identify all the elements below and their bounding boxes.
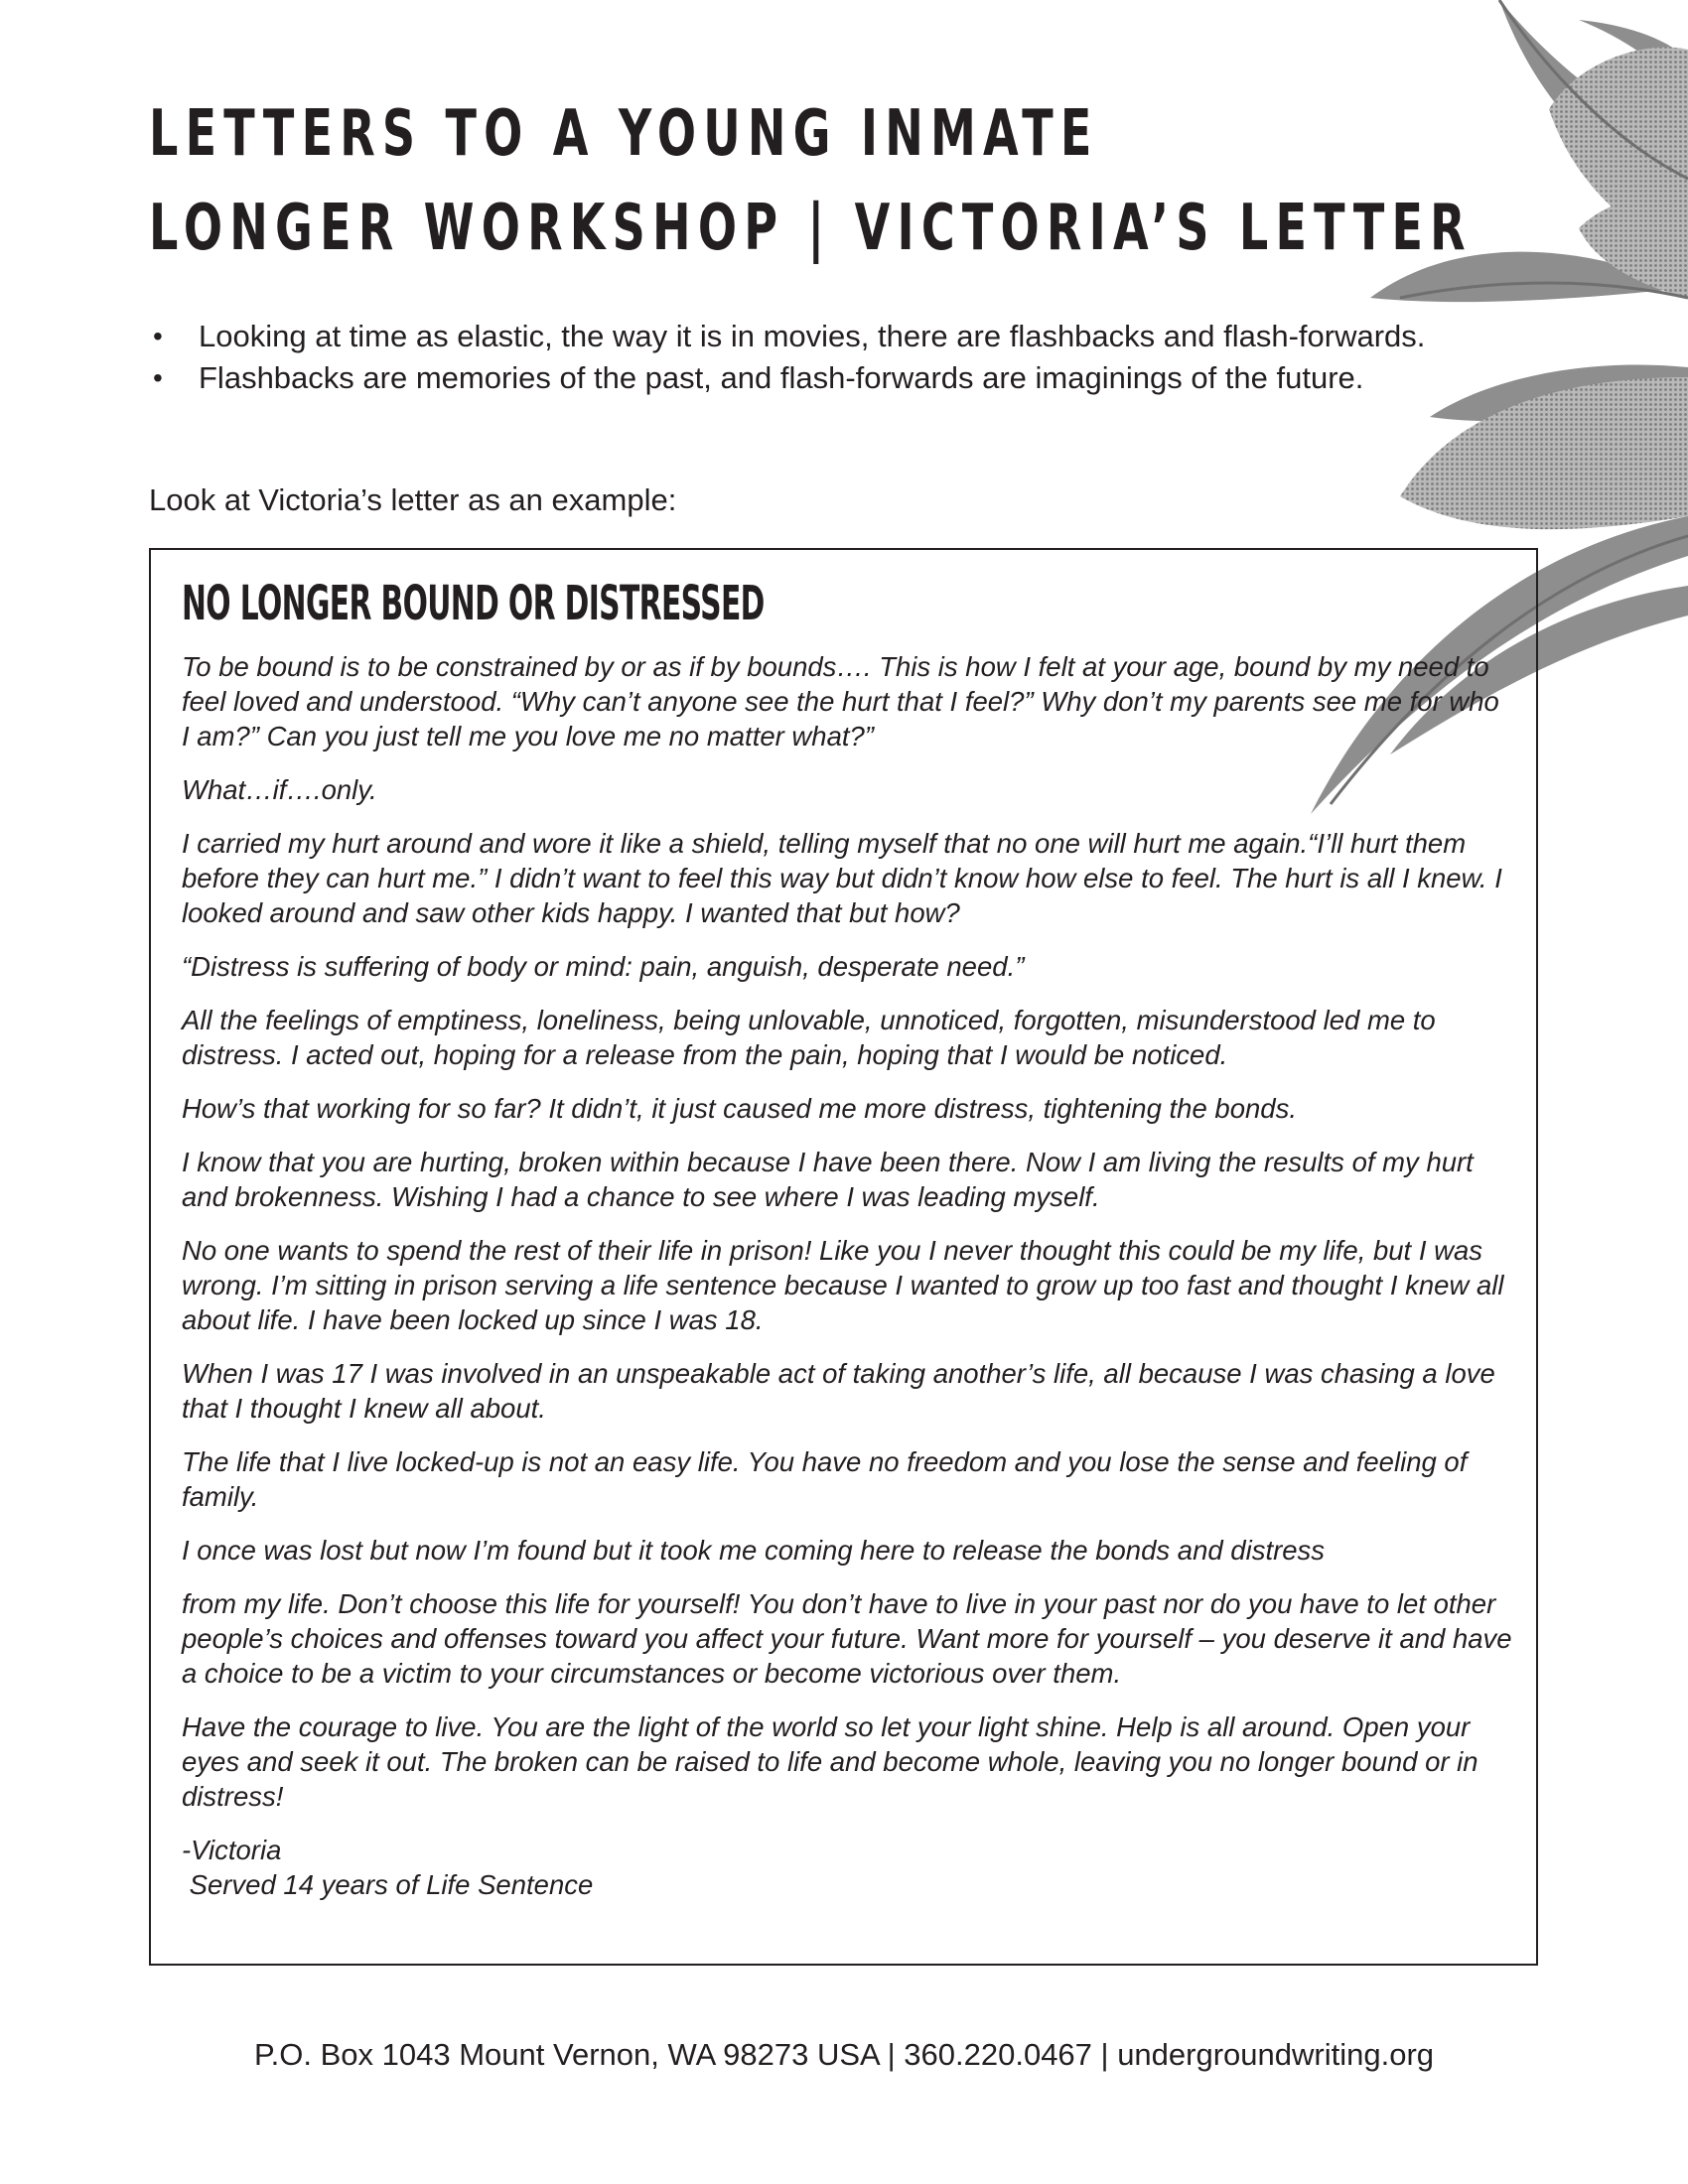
letter-paragraph: from my life. Don’t choose this life for yourself! You don’t have to live in your past nor do you have to let other people’s choices and offenses toward you affect your future. Want more for yourself – you deserve it and have a choice to be a victim to your circumstances or become victorious over them. — [182, 1588, 1512, 1689]
letter-paragraph: I know that you are hurting, broken within because I have been there. Now I am living the results of my hurt and brokenness. Wishing I had a chance to see where I was leading myself. — [182, 1147, 1474, 1212]
bullet-icon: • — [153, 321, 163, 351]
letter-paragraph: I carried my hurt around and wore it like a shield, telling myself that no one will hurt me again.“I’ll hurt them before they can hurt me.” I didn’t want to feel this way but didn’t know how else to feel. The hurt is all I knew. I looked around and saw other kids happy. I wanted that but how? — [182, 828, 1502, 928]
letter-paragraph: “Distress is suffering of body or mind: pain, anguish, desperate need.” — [182, 951, 1025, 982]
letter-paragraph: The life that I live locked-up is not an easy life. You have no freedom and you lose the sense and feeling of family. — [182, 1446, 1468, 1512]
signature-note: Served 14 years of Life Sentence — [182, 1869, 594, 1900]
intro-text: Look at Victoria’s letter as an example: — [149, 482, 677, 517]
list-item-text: Looking at time as elastic, the way it is in movies, there are flashbacks and flash-forwards. — [199, 319, 1426, 353]
letter-paragraph: What…if….only. — [182, 774, 377, 805]
page-title-line-2: LONGER WORKSHOP | VICTORIA’S LETTER — [149, 192, 1473, 265]
list-item-text: Flashbacks are memories of the past, and flash-forwards are imaginings of the future. — [199, 360, 1364, 395]
letter-paragraph: To be bound is to be constrained by or as if by bounds…. This is how I felt at your age, bound by my need to feel loved and understood. “Why can’t anyone see the hurt that I feel?” Why don’t my parents see me for who I am?” Can you just tell me you love me no matter what?” — [182, 651, 1499, 751]
list-item — [149, 316, 1559, 357]
list-item — [149, 357, 1559, 399]
signature-name: -Victoria — [182, 1835, 282, 1865]
letter-paragraph: When I was 17 I was involved in an unspeakable act of taking another’s life, all because I was chasing a love that I thought I knew all about. — [182, 1358, 1495, 1424]
bullet-list — [149, 316, 1559, 399]
footer-contact: P.O. Box 1043 Mount Vernon, WA 98273 USA | 360.220.0467 | undergroundwriting.org — [253, 2037, 1435, 2072]
letter-title: NO LONGER BOUND OR DISTRESSED — [182, 576, 765, 631]
letter-paragraph: I once was lost but now I’m found but it took me coming here to release the bonds and distress — [182, 1535, 1326, 1566]
page-title — [149, 87, 1473, 276]
letter-paragraph: How’s that working for so far? It didn’t, it just caused me more distress, tightening the bonds. — [182, 1093, 1297, 1124]
letter-paragraph: No one wants to spend the rest of their life in prison! Like you I never thought this could be my life, but I was wrong. I’m sitting in prison serving a life sentence because I wanted to grow up too fast and thought I knew all about life. I have been locked up since I was 18. — [182, 1235, 1504, 1335]
bullet-icon: • — [153, 362, 163, 393]
page-title-line-1: LETTERS TO A YOUNG INMATE — [149, 97, 1099, 171]
letter-paragraph: All the feelings of emptiness, loneliness, being unlovable, unnoticed, forgotten, misunderstood led me to distress. I acted out, hoping for a release from the pain, hoping that I would be noticed. — [182, 1005, 1436, 1070]
letter-paragraph: Have the courage to live. You are the light of the world so let your light shine. Help is all around. Open your eyes and seek it out. The broken can be raised to life and become whole, leaving you no longer bound or in distress! — [182, 1711, 1478, 1812]
letter-body — [182, 649, 1512, 1902]
